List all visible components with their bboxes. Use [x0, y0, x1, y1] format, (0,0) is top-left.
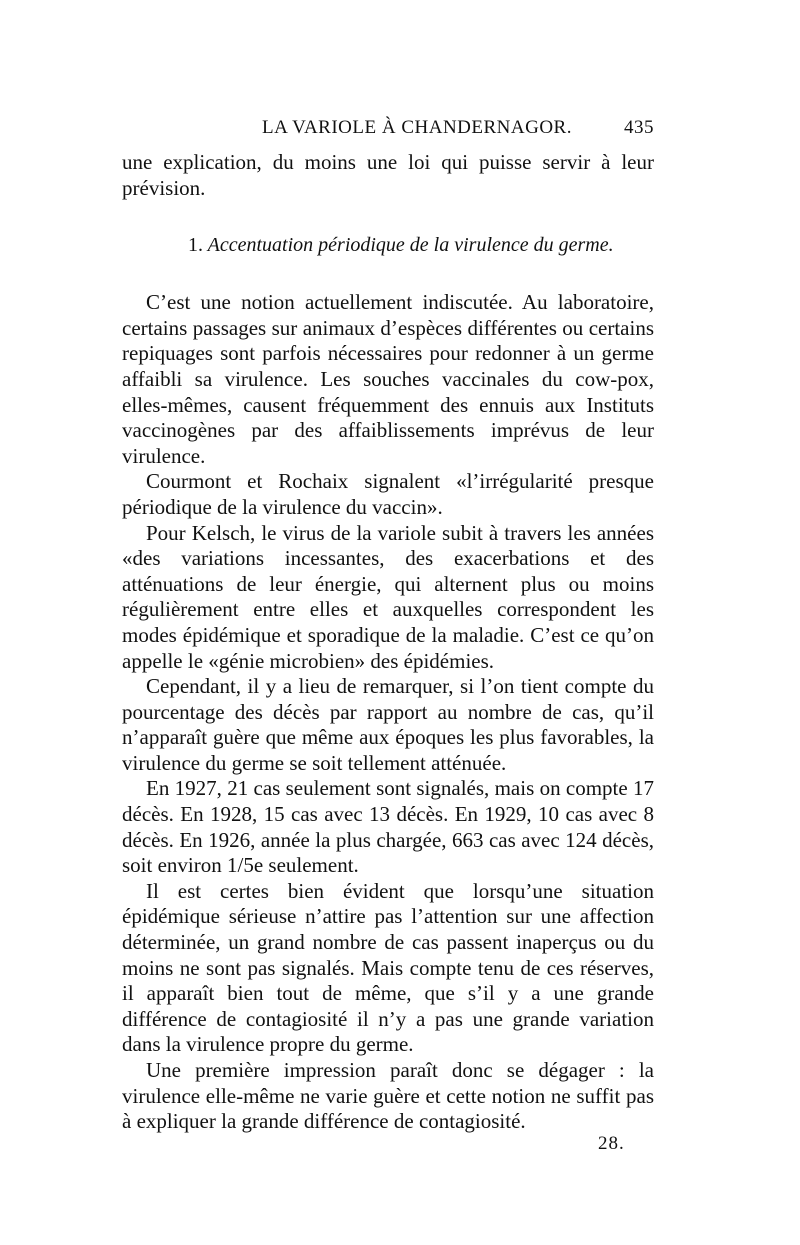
paragraph-7: Une première impression paraît donc se dégager : la virulence elle-même ne varie guère et cette notion ne suffit pas à expliquer la grande différence de contagiosité.: [122, 1058, 654, 1134]
paragraph-3: Pour Kelsch, le virus de la variole subit à travers les années «des variations incessantes, des exacerbations et des atténuations de leur énergie, qui alternent plus ou moins régulièrement entre elles et auxquelles correspondent les modes épidémique et sporadique de la maladie. C’est ce qu’on appelle le «génie microbien» des épidémies.: [122, 520, 654, 673]
paragraph-1: C’est une notion actuellement indiscutée. Au laboratoire, certains passages sur animaux d’espèces différentes ou certains repiquages sont parfois nécessaires pour redonner à un germe affaibli sa virulence. Les souches vaccinales du cow-pox, elles-mêmes, causent fréquemment des ennuis aux Instituts vaccinogènes par des affaiblissements imprévus de leur virulence.: [122, 290, 654, 468]
paragraph-6: Il est certes bien évident que lorsqu’une situation épidémique sérieuse n’attire pas l’attention sur une affection déterminée, un grand nombre de cas passent inaperçus ou du moins ne sont pas signalés. Mais compte tenu de ces réserves, il apparaît bien tout de même, que s’il y a une grande différence de contagiosité il n’y a pas une grande variation dans la virulence propre du germe.: [122, 878, 654, 1057]
signature-mark: 28.: [598, 1133, 625, 1154]
section-heading: [122, 233, 654, 258]
running-head-title: LA VARIOLE À CHANDERNAGOR.: [262, 117, 572, 138]
section-title: Accentuation périodique de la virulence du germe.: [207, 234, 614, 257]
body-text: [122, 150, 654, 1135]
page-number: 435: [624, 117, 654, 138]
paragraph-4: Cependant, il y a lieu de remarquer, si l’on tient compte du pourcentage des décès par rapport au nombre de cas, qu’il n’apparaît guère que même aux époques les plus favorables, la virulence du germe se soit tellement atténuée.: [122, 674, 654, 775]
paragraph-5: En 1927, 21 cas seulement sont signalés, mais on compte 17 décès. En 1928, 15 cas avec 13 décès. En 1929, 10 cas avec 8 décès. En 1926, année la plus chargée, 663 cas avec 124 décès, soit environ 1/5e seulement.: [122, 776, 654, 878]
section-number: 1.: [188, 234, 203, 257]
paragraph-2: Courmont et Rochaix signalent «l’irrégularité presque périodique de la virulence du vaccin».: [122, 469, 654, 519]
paragraph-continuation: une explication, du moins une loi qui puisse servir à leur prévision.: [122, 150, 654, 200]
running-head: [122, 117, 654, 141]
